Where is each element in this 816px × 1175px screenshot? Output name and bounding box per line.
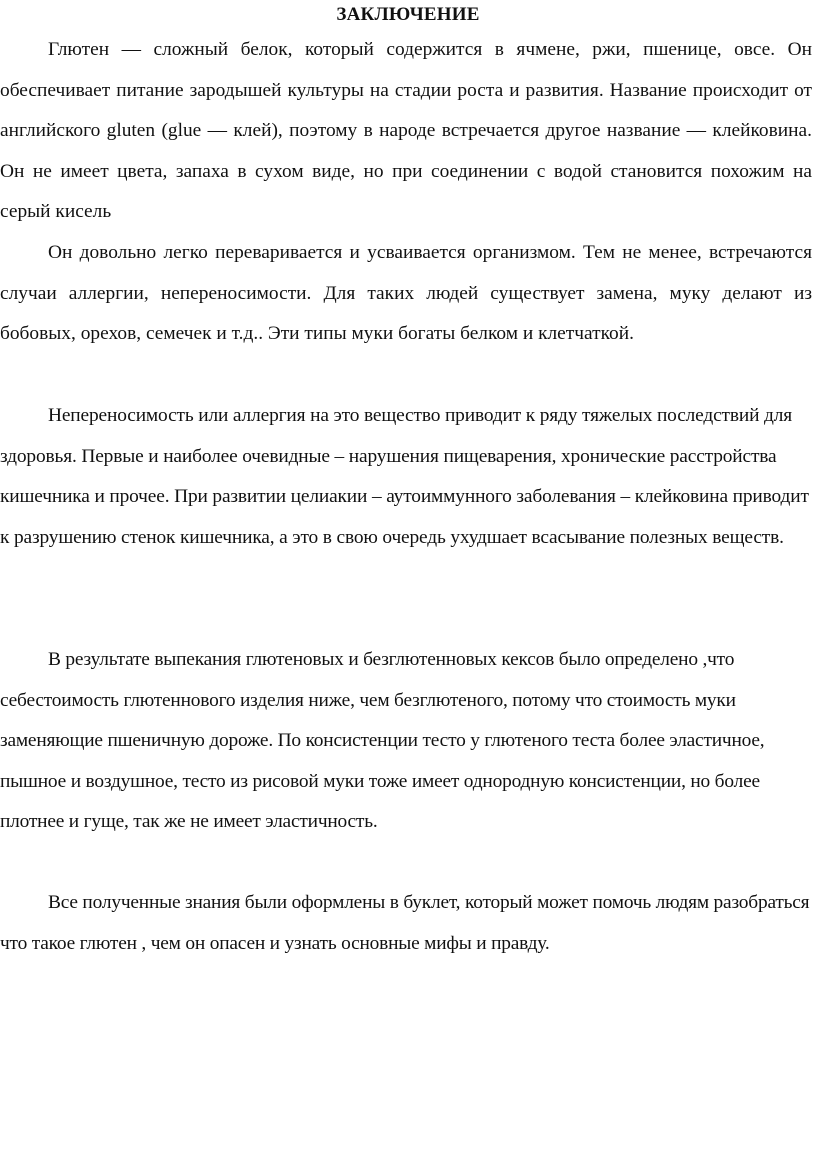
paragraph-intolerance: Непереносимость или аллергия на это вещество приводит к ряду тяжелых последствий для здоровья. Первые и наиболее очевидные – нарушения пищеварения, хронические расстройства кишечника и прочее. При развитии целиакии – аутоиммунного заболевания – клейковина приводит к разрушению стенок кишечника, а это в свою очередь ухудшает всасывание полезных веществ. [0,405,809,548]
paragraph-booklet: Все полученные знания были оформлены в буклет, который может помочь людям разобраться что такое глютен , чем он опасен и узнать основные мифы и правду. [0,892,810,954]
paragraph-gluten-definition: Глютен — сложный белок, который содержится в ячмене, ржи, пшенице, овсе. Он обеспечивает питание зародышей культуры на стадии роста и развития. Название происходит от английского gluten (glue — клей), поэтому в народе встречается другое название — клейковина. Он не имеет цвета, запаха в сухом виде, но при соединении с водой становится похожим на серый кисель [0,39,812,222]
paragraph-baking-results: В результате выпекания глютеновых и безглютенновых кексов было определено ,что себестоимость глютеннового изделия ниже, чем безглютеного, потому что стоимость муки заменяющие пшеничную дороже. По консистенции тесто у глютеного теста более эластичное, пышное и воздушное, тесто из рисовой муки тоже имеет однородную консистенции, но более плотнее и гуще, так же не имеет эластичность. [0,649,765,832]
page-title: ЗАКЛЮЧЕНИЕ [336,4,480,25]
paragraph-digestion: Он довольно легко переваривается и усваивается организмом. Тем не менее, встречаются случаи аллергии, непереносимости. Для таких людей существует замена, муку делают из бобовых, орехов, семечек и т.д.. Эти типы муки богаты белком и клетчаткой. [0,242,812,344]
